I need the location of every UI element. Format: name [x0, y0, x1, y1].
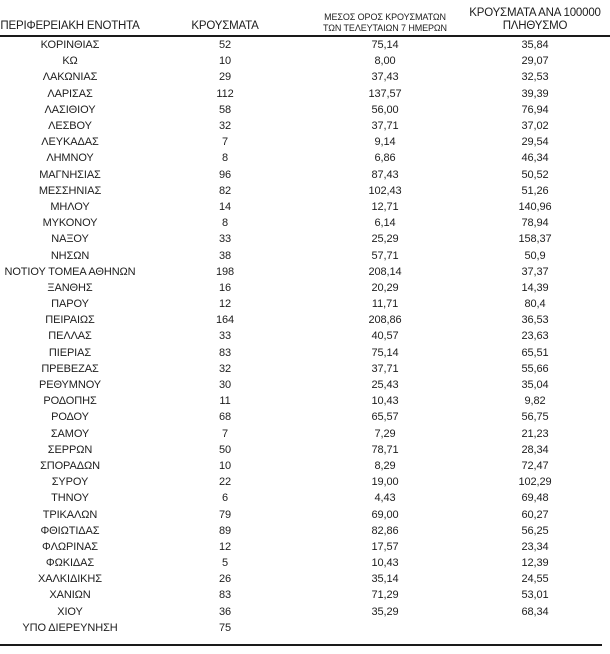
- cell-cases: 32: [218, 120, 232, 133]
- cell-avg-7day: 75,14: [371, 346, 399, 359]
- table-row: [0, 361, 610, 377]
- cell-cases: 12: [218, 298, 232, 311]
- cell-cases: 79: [218, 508, 232, 521]
- cell-cases-per-100k: 80,4: [524, 298, 546, 311]
- cell-regional-unit: ΦΩΚΙΔΑΣ: [45, 557, 95, 570]
- cell-regional-unit: ΥΠΟ ΔΙΕΡΕΥΝΗΣΗ: [22, 621, 118, 634]
- cell-regional-unit: ΝΗΣΩΝ: [50, 249, 90, 262]
- cell-cases-per-100k: 76,94: [521, 103, 549, 116]
- cell-cases: 5: [221, 557, 229, 570]
- table-row: [0, 199, 610, 215]
- table-row: [0, 183, 610, 199]
- cell-cases-per-100k: 78,94: [521, 217, 549, 230]
- cell-regional-unit: ΤΗΝΟΥ: [51, 492, 89, 505]
- cell-regional-unit: ΛΕΥΚΑΔΑΣ: [41, 136, 99, 149]
- cell-avg-7day: 10,43: [371, 557, 399, 570]
- cell-avg-7day: 37,71: [371, 120, 399, 133]
- cell-cases: 22: [218, 476, 232, 489]
- cell-regional-unit: ΠΡΕΒΕΖΑΣ: [41, 362, 99, 375]
- cell-regional-unit: ΣΥΡΟΥ: [51, 476, 89, 489]
- cell-regional-unit: ΠΙΕΡΙΑΣ: [48, 346, 92, 359]
- cell-cases-per-100k: 37,37: [521, 265, 549, 278]
- cell-avg-7day: 19,00: [371, 476, 399, 489]
- cell-cases: 96: [218, 168, 232, 181]
- column-header-avg-7day-line2: ΤΩΝ ΤΕΛΕΥΤΑΙΩΝ 7 ΗΜΕΡΩΝ: [323, 22, 447, 33]
- table-row: [0, 555, 610, 571]
- cell-cases: 82: [218, 184, 232, 197]
- table-row: [0, 604, 610, 620]
- cell-cases: 30: [218, 379, 232, 392]
- cell-cases: 12: [218, 540, 232, 553]
- cell-cases: 7: [221, 427, 229, 440]
- table-header-row: [0, 6, 610, 37]
- cell-cases: 75: [218, 621, 232, 634]
- cell-avg-7day: 12,71: [371, 200, 399, 213]
- table-row: [0, 280, 610, 296]
- cell-cases-per-100k: 23,34: [521, 540, 549, 553]
- cell-cases-per-100k: 60,27: [521, 508, 549, 521]
- cell-cases: 52: [218, 39, 232, 52]
- table-row: [0, 150, 610, 166]
- cell-avg-7day: 6,14: [374, 217, 396, 230]
- table-row: [0, 377, 610, 393]
- cell-cases-per-100k: 65,51: [521, 346, 549, 359]
- cell-avg-7day: 87,43: [371, 168, 399, 181]
- cell-cases-per-100k: 9,82: [524, 395, 546, 408]
- cell-cases-per-100k: 21,23: [521, 427, 549, 440]
- cell-cases-per-100k: 50,52: [521, 168, 549, 181]
- cell-avg-7day: 71,29: [371, 589, 399, 602]
- cell-cases: 83: [218, 589, 232, 602]
- cell-regional-unit: ΧΑΝΙΩΝ: [49, 589, 91, 602]
- table-row: [0, 69, 610, 85]
- table-row: [0, 571, 610, 587]
- cell-cases-per-100k: 158,37: [518, 233, 552, 246]
- cell-regional-unit: ΧΙΟΥ: [57, 605, 83, 618]
- cell-regional-unit: ΣΑΜΟΥ: [50, 427, 90, 440]
- column-header-avg-7day: [310, 12, 460, 33]
- cell-avg-7day: 208,14: [368, 265, 402, 278]
- cell-cases: 10: [218, 55, 232, 68]
- cell-cases-per-100k: 12,39: [521, 557, 549, 570]
- cell-cases: 68: [218, 411, 232, 424]
- cell-cases: 112: [216, 87, 234, 100]
- table-row: [0, 102, 610, 118]
- cell-regional-unit: ΛΗΜΝΟΥ: [46, 152, 94, 165]
- cell-avg-7day: 57,71: [371, 249, 399, 262]
- cell-cases: 8: [221, 152, 229, 165]
- cell-cases-per-100k: 72,47: [521, 459, 549, 472]
- cell-avg-7day: 25,43: [371, 379, 399, 392]
- cell-cases-per-100k: 29,54: [521, 136, 549, 149]
- cell-regional-unit: ΛΑΚΩΝΙΑΣ: [42, 71, 98, 84]
- column-header-regional-unit: ΠΕΡΙΦΕΡΕΙΑΚΗ ΕΝΟΤΗΤΑ: [0, 20, 140, 32]
- cell-avg-7day: 8,00: [374, 55, 396, 68]
- cell-cases: 83: [218, 346, 232, 359]
- table-row: [0, 345, 610, 361]
- cell-cases-per-100k: 51,26: [521, 184, 549, 197]
- table-row: [0, 506, 610, 522]
- cell-cases-per-100k: 50,9: [524, 249, 546, 262]
- cell-regional-unit: ΡΕΘΥΜΝΟΥ: [38, 379, 102, 392]
- cell-regional-unit: ΜΑΓΝΗΣΙΑΣ: [39, 168, 101, 181]
- cell-cases-per-100k: 37,02: [521, 120, 549, 133]
- cell-cases-per-100k: 36,53: [521, 314, 549, 327]
- cell-avg-7day: 35,14: [371, 573, 399, 586]
- cell-regional-unit: ΦΛΩΡΙΝΑΣ: [41, 540, 99, 553]
- table-row: [0, 134, 610, 150]
- cell-regional-unit: ΚΩ: [62, 55, 78, 68]
- column-header-cases-per-100k-line2: ΠΛΗΘΥΣΜΟ: [502, 20, 568, 32]
- cell-avg-7day: 7,29: [374, 427, 396, 440]
- table-row: [0, 393, 610, 409]
- cell-cases: 58: [218, 103, 232, 116]
- cell-avg-7day: 8,29: [374, 459, 396, 472]
- table-row: [0, 409, 610, 425]
- cell-avg-7day: 17,57: [371, 540, 399, 553]
- table-body: [0, 37, 610, 636]
- cell-regional-unit: ΚΟΡΙΝΘΙΑΣ: [40, 39, 100, 52]
- cell-cases-per-100k: 56,25: [521, 524, 549, 537]
- table-row: [0, 86, 610, 102]
- table-row: [0, 328, 610, 344]
- cell-cases: 89: [218, 524, 232, 537]
- cell-cases-per-100k: 24,55: [521, 573, 549, 586]
- table-row: [0, 215, 610, 231]
- column-header-cases-per-100k-line1: ΚΡΟΥΣΜΑΤΑ ΑΝΑ 100000: [469, 7, 601, 19]
- cell-avg-7day: 102,43: [368, 184, 402, 197]
- cell-cases-per-100k: 32,53: [521, 71, 549, 84]
- cell-cases: 16: [218, 281, 232, 294]
- cell-cases-per-100k: 23,63: [521, 330, 549, 343]
- table-row: [0, 474, 610, 490]
- cell-avg-7day: 37,71: [371, 362, 399, 375]
- cell-avg-7day: 137,57: [368, 87, 402, 100]
- cell-cases: 8: [221, 217, 229, 230]
- cell-cases: 32: [218, 362, 232, 375]
- table-row: [0, 118, 610, 134]
- cell-avg-7day: 9,14: [374, 136, 396, 149]
- cell-cases: 33: [218, 233, 232, 246]
- table-row: [0, 312, 610, 328]
- cell-regional-unit: ΠΕΙΡΑΙΩΣ: [45, 314, 95, 327]
- cell-cases-per-100k: 55,66: [521, 362, 549, 375]
- cell-regional-unit: ΞΑΝΘΗΣ: [47, 281, 93, 294]
- table-row: [0, 53, 610, 69]
- cell-avg-7day: 10,43: [371, 395, 399, 408]
- table-row: [0, 587, 610, 603]
- cell-cases-per-100k: 28,34: [521, 443, 549, 456]
- cell-cases: 14: [218, 200, 232, 213]
- cell-cases-per-100k: 102,29: [518, 476, 552, 489]
- table-row: [0, 458, 610, 474]
- cell-cases: 36: [218, 605, 232, 618]
- cell-cases-per-100k: 46,34: [521, 152, 549, 165]
- table-row: [0, 490, 610, 506]
- table-row: [0, 523, 610, 539]
- cell-avg-7day: 25,29: [371, 233, 399, 246]
- cell-avg-7day: 69,00: [371, 508, 399, 521]
- table-row: [0, 167, 610, 183]
- cell-regional-unit: ΣΠΟΡΑΔΩΝ: [40, 459, 100, 472]
- table-row: [0, 442, 610, 458]
- cell-cases: 6: [221, 492, 229, 505]
- cell-avg-7day: 37,43: [371, 71, 399, 84]
- cell-regional-unit: ΡΟΔΟΥ: [51, 411, 89, 424]
- cell-cases-per-100k: 68,34: [521, 605, 549, 618]
- cell-avg-7day: 6,86: [374, 152, 396, 165]
- cell-cases-per-100k: 35,84: [521, 39, 549, 52]
- cell-cases: 26: [218, 573, 232, 586]
- table-row: [0, 296, 610, 312]
- cell-avg-7day: 78,71: [371, 443, 399, 456]
- cell-avg-7day: 208,86: [368, 314, 402, 327]
- cell-avg-7day: 75,14: [371, 39, 399, 52]
- cell-cases-per-100k: 69,48: [521, 492, 549, 505]
- cell-cases: 29: [218, 71, 232, 84]
- cell-regional-unit: ΤΡΙΚΑΛΩΝ: [42, 508, 98, 521]
- cell-regional-unit: ΠΑΡΟΥ: [51, 298, 89, 311]
- cell-cases: 198: [215, 265, 235, 278]
- table-row: [0, 247, 610, 263]
- cell-regional-unit: ΛΑΣΙΘΙΟΥ: [44, 103, 96, 116]
- cell-cases-per-100k: 53,01: [521, 589, 549, 602]
- cell-regional-unit: ΠΕΛΛΑΣ: [48, 330, 92, 343]
- cell-cases-per-100k: 14,39: [521, 281, 549, 294]
- column-header-cases-per-100k: [460, 7, 610, 33]
- cell-regional-unit: ΣΕΡΡΩΝ: [47, 443, 93, 456]
- cell-cases-per-100k: 39,39: [521, 87, 549, 100]
- cell-cases: 33: [218, 330, 232, 343]
- cell-cases: 10: [218, 459, 232, 472]
- table-row: [0, 620, 610, 636]
- cell-avg-7day: 11,71: [371, 298, 399, 311]
- table-row: [0, 264, 610, 280]
- table-row: [0, 539, 610, 555]
- cell-regional-unit: ΝΟΤΙΟΥ ΤΟΜΕΑ ΑΘΗΝΩΝ: [4, 265, 136, 278]
- table-row: [0, 231, 610, 247]
- cell-avg-7day: 40,57: [371, 330, 399, 343]
- cell-cases: 11: [219, 395, 231, 408]
- cell-regional-unit: ΜΥΚΟΝΟΥ: [42, 217, 98, 230]
- table-row: [0, 426, 610, 442]
- table-row: [0, 37, 610, 53]
- column-header-cases: ΚΡΟΥΣΜΑΤΑ: [191, 20, 259, 32]
- cell-avg-7day: 35,29: [371, 605, 399, 618]
- cell-avg-7day: 56,00: [371, 103, 399, 116]
- cell-regional-unit: ΛΑΡΙΣΑΣ: [47, 87, 93, 100]
- column-header-avg-7day-line1: ΜΕΣΟΣ ΟΡΟΣ ΚΡΟΥΣΜΑΤΩΝ: [324, 12, 446, 22]
- cell-avg-7day: 82,86: [371, 524, 399, 537]
- cell-regional-unit: ΜΗΛΟΥ: [50, 200, 90, 213]
- cell-regional-unit: ΡΟΔΟΠΗΣ: [43, 395, 97, 408]
- cell-avg-7day: 65,57: [371, 411, 399, 424]
- cell-regional-unit: ΛΕΣΒΟΥ: [48, 120, 92, 133]
- cell-avg-7day: 4,43: [374, 492, 396, 505]
- cell-regional-unit: ΝΑΞΟΥ: [51, 233, 89, 246]
- cell-cases: 164: [215, 314, 235, 327]
- cell-cases: 38: [218, 249, 232, 262]
- cell-cases-per-100k: 56,75: [521, 411, 549, 424]
- table-bottom-rule: [0, 644, 602, 646]
- cell-regional-unit: ΦΘΙΩΤΙΔΑΣ: [40, 524, 100, 537]
- cell-avg-7day: 20,29: [371, 281, 399, 294]
- cell-regional-unit: ΧΑΛΚΙΔΙΚΗΣ: [38, 573, 102, 586]
- cell-regional-unit: ΜΕΣΣΗΝΙΑΣ: [38, 184, 102, 197]
- cell-cases: 50: [218, 443, 232, 456]
- cell-cases-per-100k: 140,96: [518, 200, 552, 213]
- cell-cases-per-100k: 29,07: [521, 55, 549, 68]
- cell-cases: 7: [221, 136, 229, 149]
- cell-cases-per-100k: 35,04: [521, 379, 549, 392]
